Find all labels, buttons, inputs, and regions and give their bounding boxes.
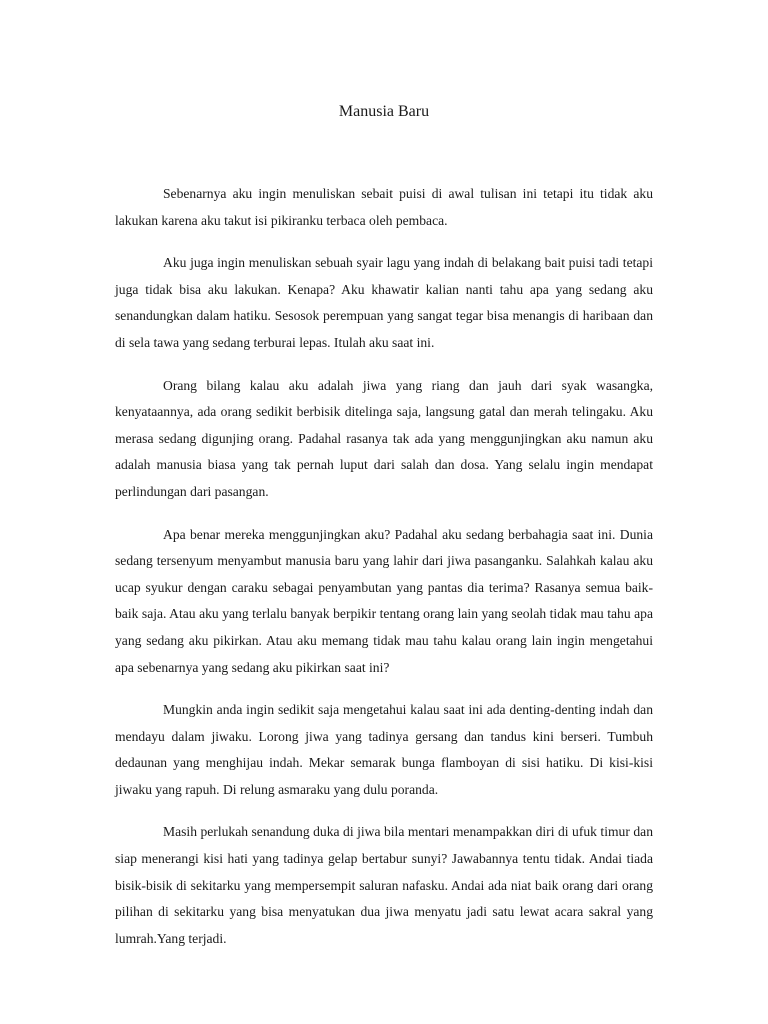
paragraph-1: Sebenarnya aku ingin menuliskan sebait puisi di awal tulisan ini tetapi itu tidak aku lakukan karena aku takut isi pikiranku terbaca oleh pembaca. bbox=[115, 186, 653, 228]
paragraph-2: Aku juga ingin menuliskan sebuah syair lagu yang indah di belakang bait puisi tadi tetapi juga tidak bisa aku lakukan. Kenapa? Aku khawatir kalian nanti tahu apa yang sedang aku senandungkan dalam hatiku. Sesosok perempuan yang sangat tegar bisa menangis di haribaan dan di sela tawa yang sedang terburai lepas. Itulah aku saat ini. bbox=[115, 255, 653, 350]
paragraph-6: Masih perlukah senandung duka di jiwa bila mentari menampakkan diri di ufuk timur dan siap menerangi kisi hati yang tadinya gelap bertabur sunyi? Jawabannya tentu tidak. Andai tiada bisik-bisik di sekitarku yang mempersempit saluran nafasku. Andai ada niat baik orang dari orang pilihan di sekitarku yang bisa menyatukan dua jiwa menyatu jadi satu lewat acara sakral yang lumrah.Yang terjadi. bbox=[115, 824, 653, 946]
paragraph-5: Mungkin anda ingin sedikit saja mengetahui kalau saat ini ada denting-denting indah dan mendayu dalam jiwaku. Lorong jiwa yang tadinya gersang dan tandus kini berseri. Tumbuh dedaunan yang menghijau indah. Mekar semarak bunga flamboyan di sisi hatiku. Di kisi-kisi jiwaku yang rapuh. Di relung asmaraku yang dulu poranda. bbox=[115, 702, 653, 797]
paragraph-3: Orang bilang kalau aku adalah jiwa yang riang dan jauh dari syak wasangka, kenyataannya, ada orang sedikit berbisik ditelinga saja, langsung gatal dan merah telingaku. Aku merasa sedang digunjing orang. Padahal rasanya tak ada yang menggunjingkan aku namun aku adalah manusia biasa yang tak pernah luput dari salah dan dosa. Yang selalu ingin mendapat perlindungan dari pasangan. bbox=[115, 377, 653, 499]
paragraph-4: Apa benar mereka menggunjingkan aku? Padahal aku sedang berbahagia saat ini. Dunia sedang tersenyum menyambut manusia baru yang lahir dari jiwa pasanganku. Salahkah kalau aku ucap syukur dengan caraku sebagai penyambutan yang pantas dia terima? Rasanya semua baik-baik saja. Atau aku yang terlalu banyak berpikir tentang orang lain yang seolah tidak mau tahu apa yang sedang aku pikirkan. Atau aku memang tidak mau tahu kalau orang lain ingin mengetahui apa sebenarnya yang sedang aku pikirkan saat ini? bbox=[115, 526, 653, 675]
document-body bbox=[115, 181, 653, 968]
page-title: Manusia Baru bbox=[338, 103, 430, 120]
